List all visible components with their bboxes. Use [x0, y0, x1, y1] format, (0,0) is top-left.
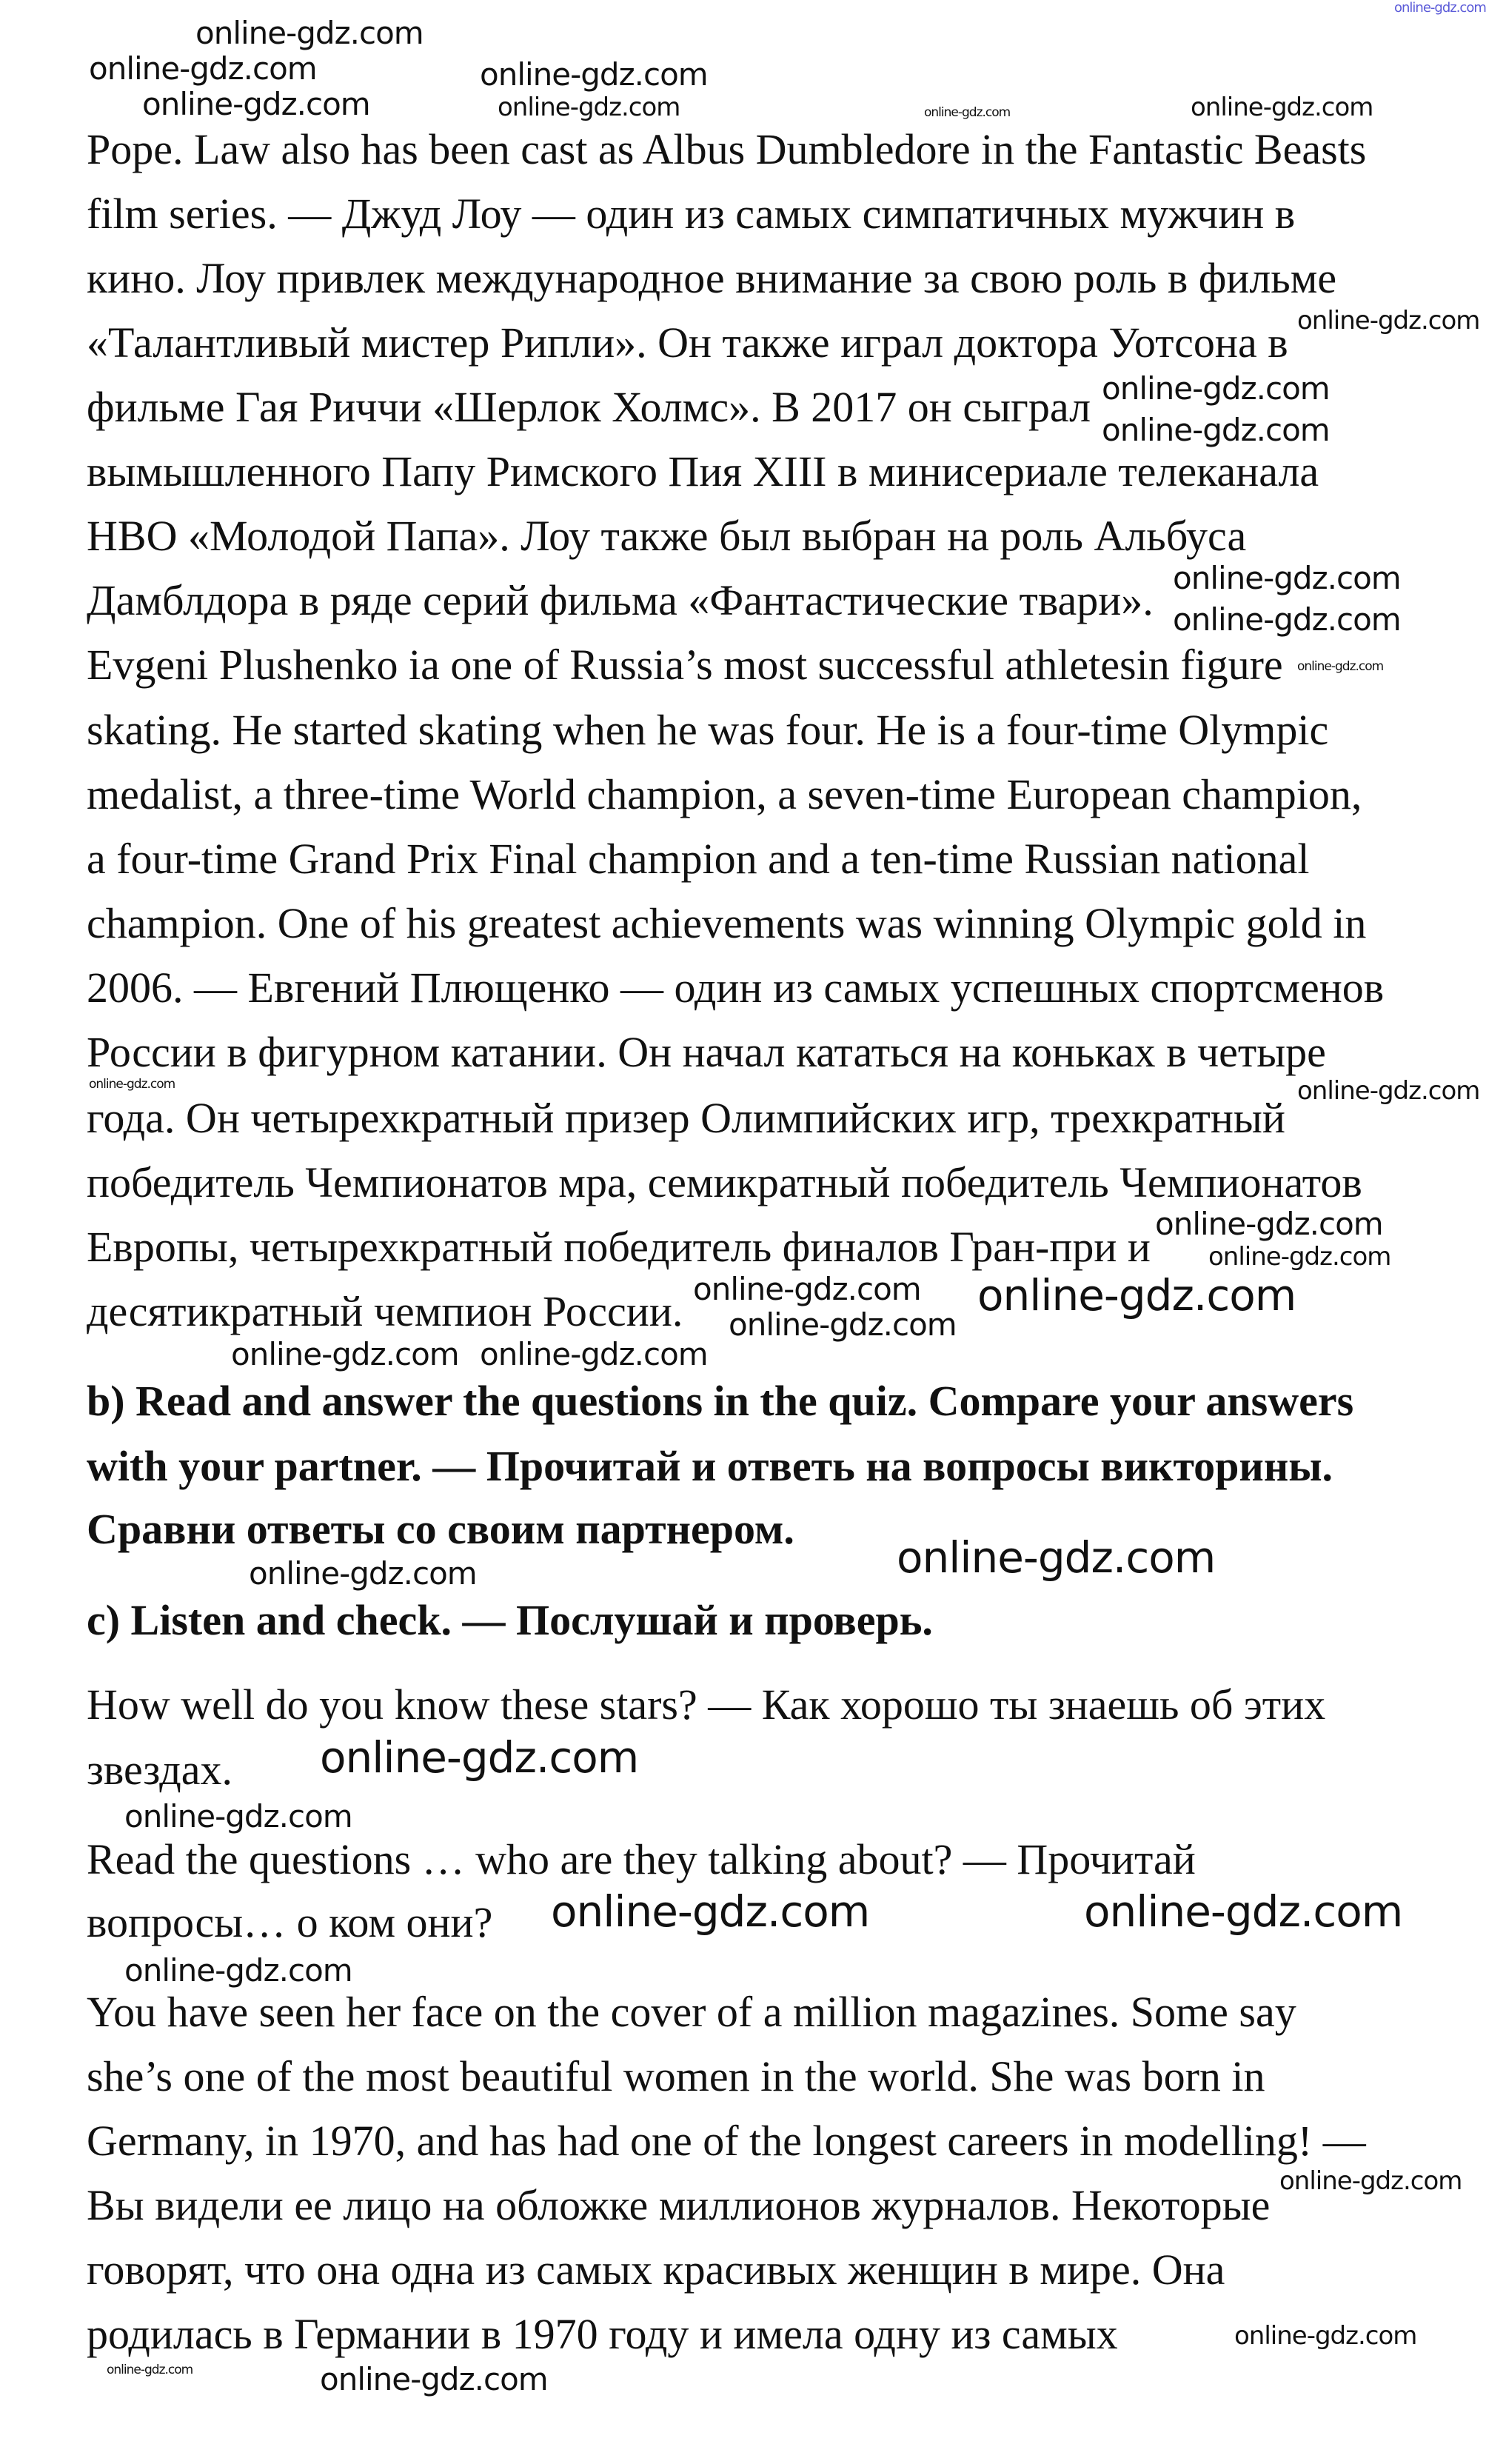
task-instruction-line: b) Read and answer the questions in the quiz. Compare your answers — [87, 1377, 1354, 1425]
text-line: Germany, in 1970, and has had one of the longest careers in modelling! — — [87, 2117, 1366, 2165]
watermark: online-gdz.com — [1279, 2166, 1462, 2196]
watermark: online-gdz.com — [1102, 412, 1330, 448]
text-line: medalist, a three-time World champion, a seven-time European champion, — [87, 770, 1362, 818]
text-line: фильме Гая Риччи «Шерлок Холмс». В 2017 он сыграл — [87, 383, 1091, 431]
text-line: champion. One of his greatest achievements was winning Olympic gold in — [87, 899, 1367, 947]
watermark: online-gdz.com — [1297, 1076, 1480, 1106]
text-line: How well do you know these stars? — Как хорошо ты знаешь об этих — [87, 1680, 1326, 1729]
text-line: Read the questions … who are they talking about? — Прочитай — [87, 1835, 1196, 1883]
text-line: skating. He started skating when he was four. He is a four-time Olympic — [87, 706, 1329, 754]
text-line: говорят, что она одна из самых красивых женщин в мире. Она — [87, 2246, 1225, 2294]
text-line: film series. — Джуд Лоу — один из самых симпатичных мужчин в — [87, 190, 1296, 238]
watermark: online-gdz.com — [480, 56, 708, 93]
task-instruction-line: c) Listen and check. — Послушай и проверь. — [87, 1596, 933, 1644]
text-line: You have seen her face on the cover of a million magazines. Some say — [87, 1988, 1296, 2036]
watermark: online-gdz.com — [1173, 560, 1401, 596]
watermark: online-gdz.com — [897, 1532, 1216, 1583]
watermark: online-gdz.com — [1297, 306, 1480, 335]
watermark: online-gdz.com — [320, 2361, 548, 2397]
text-line: победитель Чемпионатов мра, семикратный победитель Чемпионатов — [87, 1158, 1362, 1206]
watermark: online-gdz.com — [1155, 1206, 1383, 1242]
text-line: a four-time Grand Prix Final champion and a ten-time Russian national — [87, 835, 1310, 883]
watermark: online-gdz.com — [1208, 1242, 1391, 1272]
watermark: online-gdz.com — [498, 93, 680, 122]
watermark: online-gdz.com — [320, 1732, 639, 1783]
watermark: online-gdz.com — [89, 50, 317, 87]
watermark: online-gdz.com — [1297, 659, 1384, 674]
text-line: кино. Лоу привлек международное внимание за свою роль в фильме — [87, 254, 1337, 302]
text-line: she’s one of the most beautiful women in the world. She was born in — [87, 2052, 1265, 2100]
text-line: звездах. — [87, 1746, 233, 1794]
watermark: online-gdz.com — [551, 1886, 870, 1937]
text-line: Pope. Law also has been cast as Albus Dumbledore in the Fantastic Beasts — [87, 125, 1367, 173]
text-line: десятикратный чемпион России. — [87, 1287, 683, 1335]
text-line: Evgeni Plushenko ia one of Russia’s most successful athletesin figure — [87, 641, 1283, 689]
watermark: online-gdz.com — [1102, 370, 1330, 407]
watermark: online-gdz.com — [124, 1798, 352, 1834]
watermark: online-gdz.com — [977, 1270, 1296, 1321]
text-line: Европы, четырехкратный победитель финалов Гран-при и — [87, 1223, 1151, 1271]
text-line: HBO «Молодой Папа». Лоу также был выбран на роль Альбуса — [87, 512, 1247, 560]
text-line: Вы видели ее лицо на обложке миллионов журналов. Некоторые — [87, 2181, 1271, 2229]
watermark: online-gdz.com — [89, 1077, 175, 1092]
watermark: online-gdz.com — [1394, 0, 1486, 16]
watermark: online-gdz.com — [480, 1336, 708, 1372]
watermark: online-gdz.com — [142, 86, 370, 122]
watermark: online-gdz.com — [1084, 1886, 1403, 1937]
watermark: online-gdz.com — [729, 1306, 957, 1343]
watermark: online-gdz.com — [924, 105, 1011, 120]
watermark: online-gdz.com — [1173, 601, 1401, 638]
task-instruction-line: Сравни ответы со своим партнером. — [87, 1505, 794, 1553]
text-line: родилась в Германии в 1970 году и имела одну из самых — [87, 2310, 1118, 2358]
text-line: вымышленного Папу Римского Пия XIII в минисериале телеканала — [87, 447, 1319, 495]
watermark: online-gdz.com — [124, 1952, 352, 1989]
watermark: online-gdz.com — [107, 2363, 193, 2377]
text-line: года. Он четырехкратный призер Олимпийских игр, трехкратный — [87, 1094, 1285, 1142]
text-line: 2006. — Евгений Плющенко — один из самых успешных спортсменов — [87, 964, 1385, 1012]
task-instruction-line: with your partner. — Прочитай и ответь на вопросы викторины. — [87, 1442, 1333, 1490]
watermark: online-gdz.com — [195, 15, 424, 51]
text-line: «Талантливый мистер Рипли». Он также играл доктора Уотсона в — [87, 318, 1288, 367]
watermark: online-gdz.com — [249, 1555, 477, 1592]
text-line: вопросы… о ком они? — [87, 1898, 493, 1946]
watermark: online-gdz.com — [1191, 93, 1373, 122]
watermark: online-gdz.com — [693, 1271, 921, 1307]
watermark: online-gdz.com — [231, 1336, 459, 1372]
watermark: online-gdz.com — [1234, 2321, 1417, 2351]
text-line: Дамблдора в ряде серий фильма «Фантастические твари». — [87, 576, 1154, 624]
text-line: России в фигурном катании. Он начал кататься на коньках в четыре — [87, 1028, 1326, 1076]
